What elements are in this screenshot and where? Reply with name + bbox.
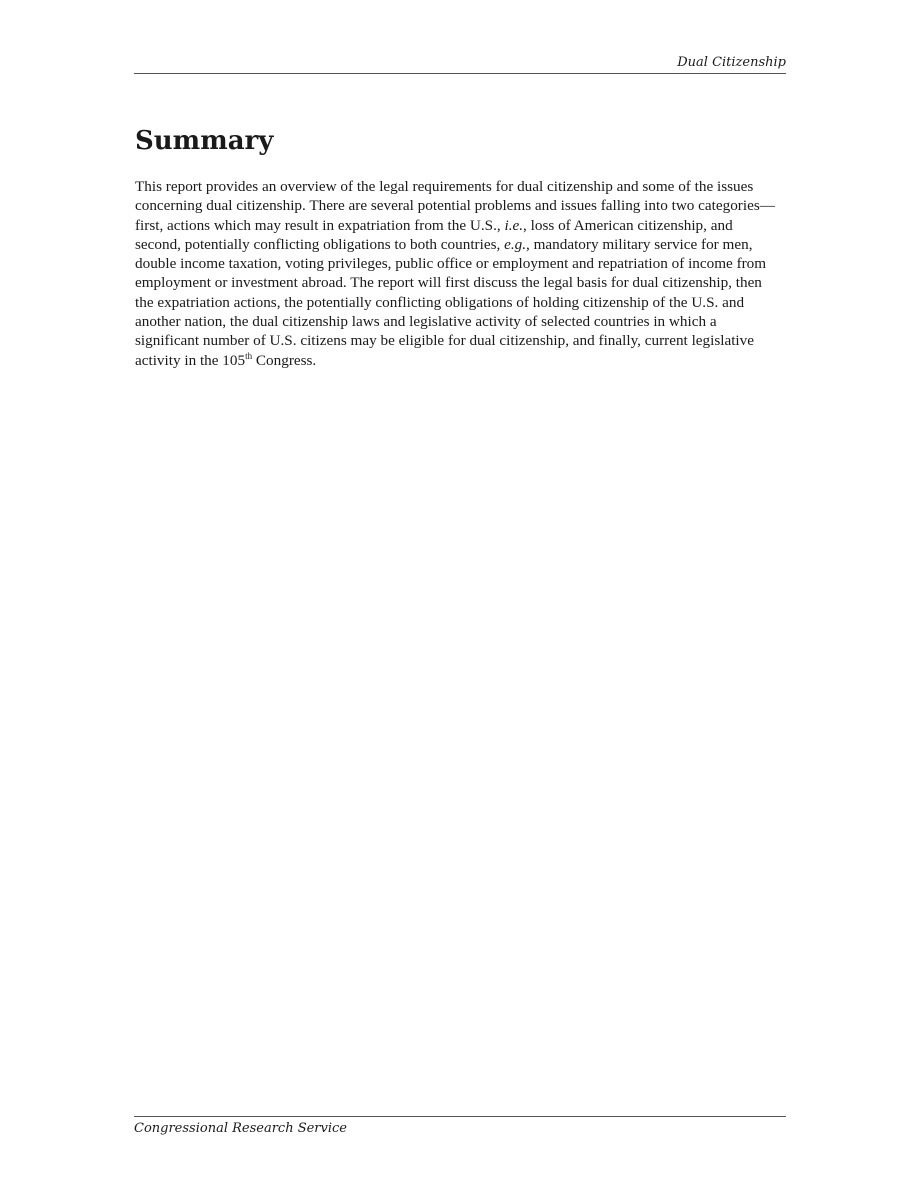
running-header-title: Dual Citizenship bbox=[677, 55, 786, 70]
section-title: Summary bbox=[135, 126, 274, 156]
abbrev-ie: i.e. bbox=[504, 216, 524, 234]
summary-text-part-4: Congress. bbox=[252, 351, 317, 369]
ordinal-suffix: th bbox=[245, 350, 253, 361]
abbrev-eg: e.g. bbox=[504, 235, 527, 253]
summary-text-part-1: This report provides an overview of the legal requirements for dual citizenship and some of the issues concerning dual citizenship. There are several potential problems and issues falling into two categories—first, actions which may result in expatriation from the U.S., bbox=[135, 178, 775, 234]
summary-text-part-2: , loss of American citizenship, and second, potentially conflicting obligations to both countries, bbox=[135, 216, 733, 253]
summary-text-part-3: , mandatory military service for men, double income taxation, voting privileges, public office or employment and repatriation of income from employment or investment abroad. The report will first discuss the legal basis for dual citizenship, then the expatriation actions, the potentially conflicting obligations of holding citizenship of the U.S. and another nation, the dual citizenship laws and legislative activity of selected countries in which a significant number of U.S. citizens may be eligible for dual citizenship, and finally, current legislative activity in the 105 bbox=[135, 235, 767, 369]
footer-publisher: Congressional Research Service bbox=[134, 1121, 348, 1136]
running-header bbox=[134, 55, 786, 74]
summary-paragraph bbox=[135, 177, 781, 370]
running-footer bbox=[134, 1116, 786, 1137]
